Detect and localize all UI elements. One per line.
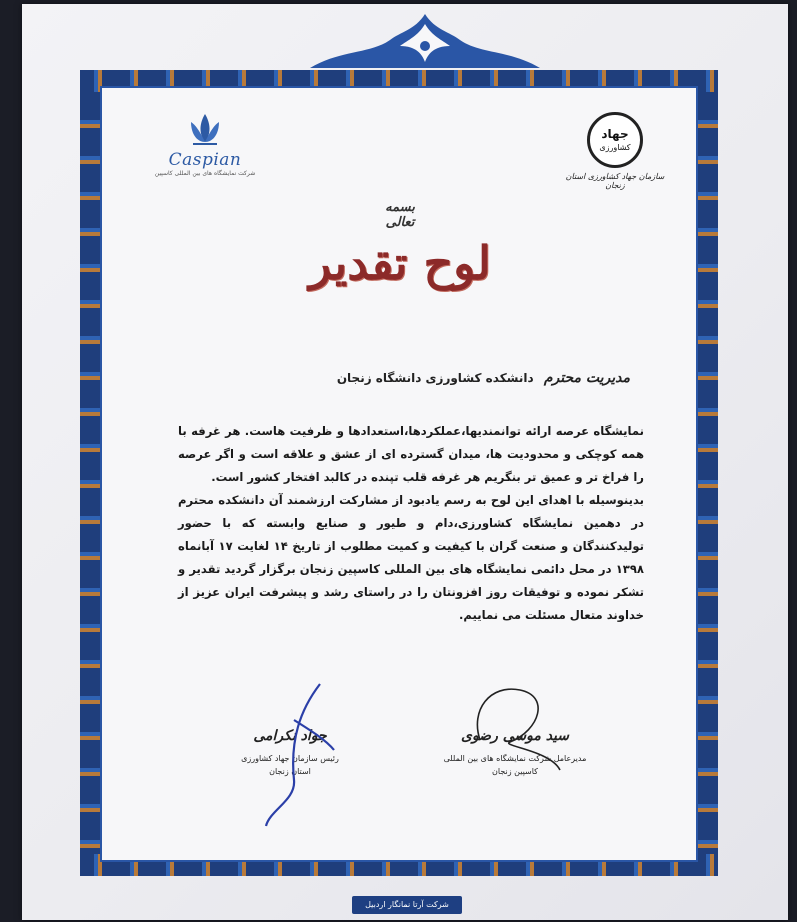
signer-left-role-line1: رئیس سازمان جهاد کشاورزی bbox=[241, 754, 339, 763]
page-title: لوح تقدیر bbox=[309, 236, 491, 290]
ornament-crest-icon bbox=[300, 10, 550, 80]
signer-left-name: جواد نکرامی bbox=[253, 728, 327, 744]
signer-right-name: سید موسی رضوی bbox=[460, 728, 570, 744]
basmala: بسمه تعالی bbox=[385, 200, 415, 230]
paragraph-intro: نمایشگاه عرصه ارائه توانمندیها،عملکردها،استعدادها و ظرفیت هاست. هر غرفه با همه کوچکی و محدودیت ها، میدان گسترده ای از عشق و علاقه است و اگر عرصه را فراخ تر و عمیق تر بنگریم هر غرفه قلب تپنده در کالبد افتخار کشور است. bbox=[178, 424, 644, 484]
recipient-name: دانشکده کشاورزی دانشگاه زنجان bbox=[336, 371, 534, 385]
caspian-subtitle: شرکت نمایشگاه های بین المللی کاسپین bbox=[154, 170, 256, 177]
paragraph-appreciation: بدینوسیله با اهدای این لوح به رسم یادبود از مشارکت ارزشمند آن دانشکده محترم در دهمین نمایشگاه کشاورزی،دام و طیور و صنایع وابسته که با حضور تولیدکنندگان و صنعت گران با کیفیت و کمیت مطلوب از تاریخ ۱۴ لغایت ۱۷ آبانماه ۱۳۹۸ در محل دائمی نمایشگاه های بین المللی کاسپین زنجان برگزار گردید تقدیر و تشکر نموده و توفیقات روز افزونتان را در راستای رشد و پیشرفت ایران عزیز از خداوند متعال مسئلت می نماییم. bbox=[178, 493, 644, 622]
recipient-line bbox=[336, 370, 630, 386]
jahad-sub: کشاورزی bbox=[599, 143, 631, 152]
signature-stroke-icon bbox=[230, 680, 350, 830]
jahad-name: جهاد bbox=[601, 127, 629, 141]
jahad-caption: سازمان جهاد کشاورزی استان زنجان bbox=[565, 172, 665, 190]
recipient-title: مدیریت محترم bbox=[543, 370, 630, 386]
jahad-emblem-icon bbox=[587, 112, 643, 168]
caspian-logo bbox=[140, 112, 270, 182]
signature-stroke-icon bbox=[440, 680, 590, 800]
signer-right-role-line2: کاسپین زنجان bbox=[492, 767, 538, 776]
jahad-logo bbox=[560, 112, 670, 198]
signature-left bbox=[230, 680, 350, 778]
lotus-icon bbox=[185, 112, 225, 148]
signer-left-role-line2: استان زنجان bbox=[269, 767, 311, 776]
signer-right-role-line1: مدیرعامل شرکت نمایشگاه های بین المللی bbox=[443, 754, 587, 763]
certificate-text bbox=[178, 420, 644, 627]
caspian-wordmark: Caspian bbox=[168, 150, 242, 170]
printer-tag: شرکت آرتا نمانگار اردبیل bbox=[352, 896, 462, 914]
signature-right bbox=[440, 680, 590, 778]
